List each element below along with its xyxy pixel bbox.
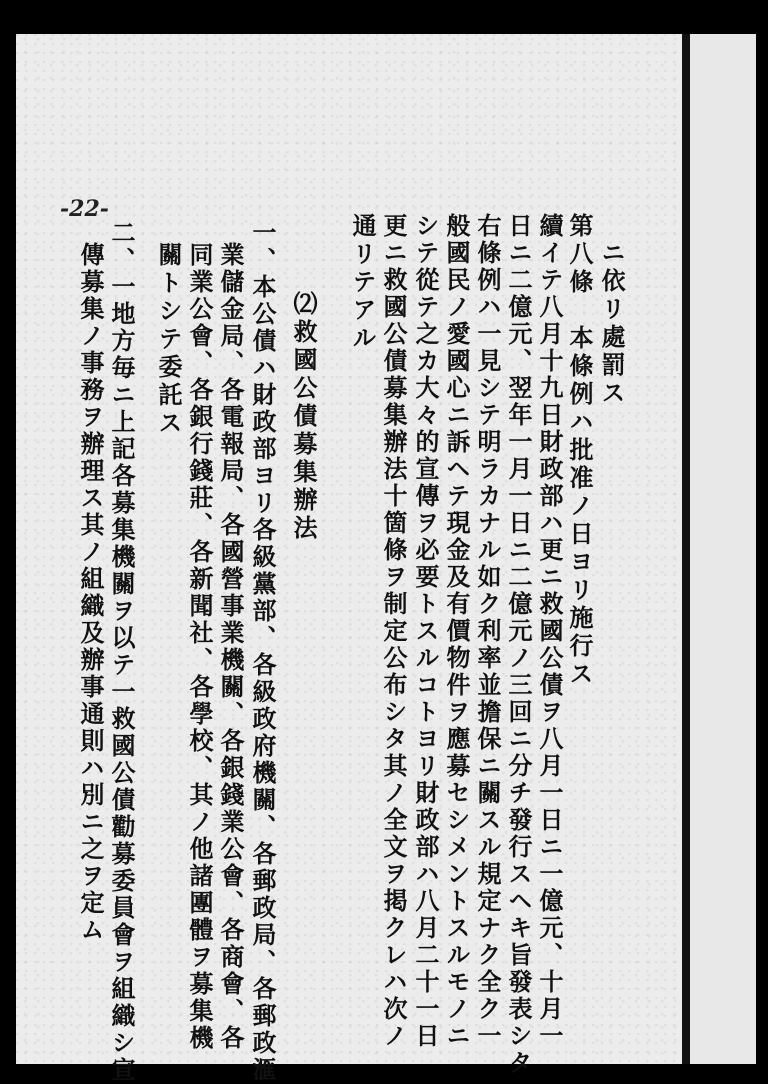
text-column: シテ從テ之カ大々的宣傳ヲ必要トスルコトヨリ財政部ハ八月二十一日 — [411, 213, 440, 1050]
text-column: 二、一地方毎ニ上記各募集機關ヲ以テ一救國公債勸募委員會ヲ組織シ宣 — [107, 220, 136, 1084]
text-column: 一、本公債ハ財政部ヨリ各級黨部、各級政府機關、各郵政局、各郵政滙 — [248, 220, 277, 1084]
adjacent-page-edge — [690, 34, 756, 1064]
text-column: 同業公會、各銀行錢莊、各新聞社、各學校、其ノ他諸團體ヲ募集機 — [185, 242, 214, 1052]
text-column: ニ依リ處罰ス — [597, 240, 626, 408]
text-column: 通リテアル — [348, 213, 377, 353]
text-column: 更ニ救國公債募集辦法十箇條ヲ制定公布シタ其ノ全文ヲ掲クレハ次ノ — [379, 213, 408, 1050]
text-column: 日ニ二億元、翌年一月一日ニ二億元ノ三回ニ分チ發行スヘキ旨發表シタ — [504, 213, 533, 1077]
text-column: 傳募集ノ事務ヲ辦理ス其ノ組織及辦事通則ハ別ニ之ヲ定ム — [76, 242, 105, 944]
text-column: 業儲金局、各電報局、各國營事業機關、各銀錢業公會、各商會、各 — [216, 242, 245, 1052]
text-column: 右條例ハ一見シテ明ラカナル如ク利率並擔保ニ關スル規定ナク全ク一 — [473, 213, 502, 1050]
page-number: -22- — [60, 196, 109, 222]
text-column: 般國民ノ愛國心ニ訴ヘテ現金及有價物件ヲ應募セシメントスルモノニ — [442, 213, 471, 1050]
text-column: 第八條 本條例ハ批准ノ日ヨリ施行ス — [565, 213, 594, 689]
text-column: 續イテ八月十九日財政部ハ更ニ救國公債ヲ八月一日ニ一億元、十月一 — [535, 213, 564, 1050]
section-heading: ⑵救國公債募集辦法 — [289, 291, 318, 543]
text-column: 關トシテ委託ス — [154, 242, 183, 438]
page-gutter — [682, 34, 690, 1064]
